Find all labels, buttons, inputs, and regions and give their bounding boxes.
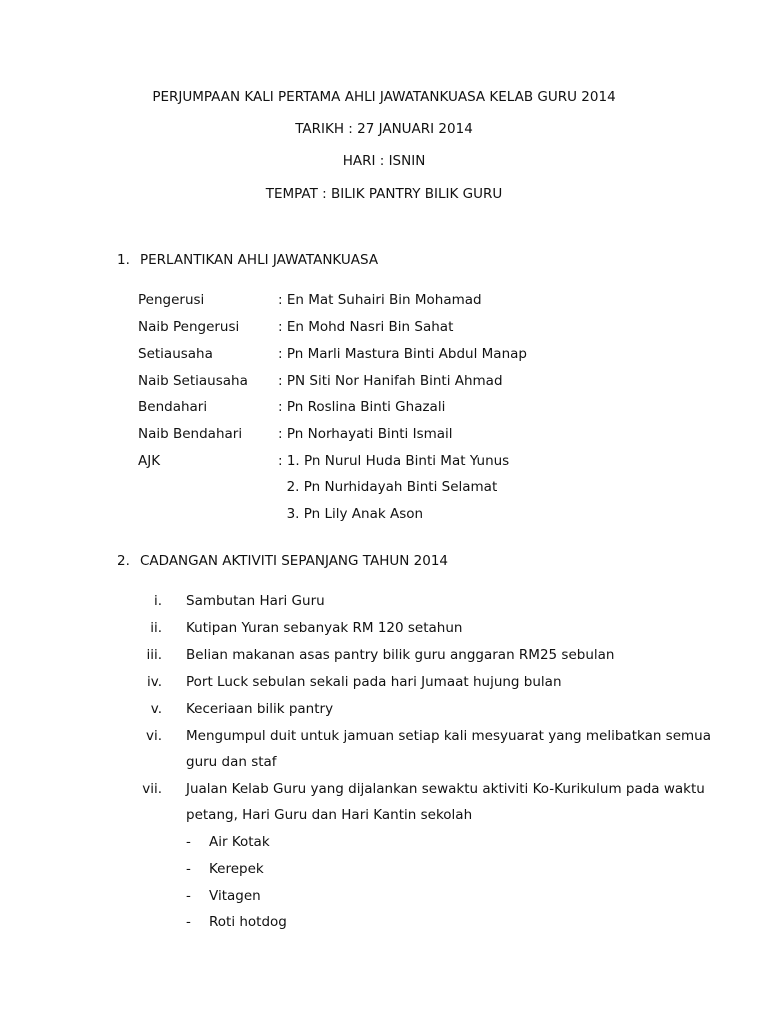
activity-numeral: iv. bbox=[147, 674, 162, 690]
committee-position: Naib Setiausaha bbox=[138, 373, 248, 389]
activity-item bbox=[0, 647, 768, 667]
committee-row bbox=[0, 506, 768, 526]
activity-text: Kutipan Yuran sebanyak RM 120 setahun bbox=[186, 620, 463, 636]
committee-member-name: : 1. Pn Nurul Huda Binti Mat Yunus bbox=[278, 453, 510, 469]
committee-row bbox=[0, 319, 768, 339]
activity-numeral: vi. bbox=[145, 728, 162, 744]
dash-bullet: - bbox=[186, 914, 191, 930]
activity-text: Mengumpul duit untuk jamuan setiap kali mesyuarat yang melibatkan semua bbox=[186, 728, 712, 744]
committee-row bbox=[0, 292, 768, 312]
committee-row bbox=[0, 373, 768, 393]
activity-text: Belian makanan asas pantry bilik guru anggaran RM25 sebulan bbox=[186, 647, 615, 663]
activity-text: guru dan staf bbox=[186, 754, 277, 770]
committee-position: Pengerusi bbox=[138, 292, 205, 308]
committee-member-name: : PN Siti Nor Hanifah Binti Ahmad bbox=[278, 373, 503, 389]
committee-member-name: : Pn Roslina Binti Ghazali bbox=[278, 399, 446, 415]
activity-text: petang, Hari Guru dan Hari Kantin sekolah bbox=[186, 807, 473, 823]
committee-row bbox=[0, 399, 768, 419]
meeting-day: HARI : ISNIN bbox=[342, 153, 426, 169]
committee-member-name: : Pn Marli Mastura Binti Abdul Manap bbox=[278, 346, 527, 362]
sale-item bbox=[0, 888, 768, 908]
sale-item-text: Kerepek bbox=[209, 861, 264, 877]
committee-member-name: 2. Pn Nurhidayah Binti Selamat bbox=[278, 479, 498, 495]
activity-item-continuation bbox=[0, 754, 768, 774]
committee-position: Naib Bendahari bbox=[138, 426, 243, 442]
committee-row bbox=[0, 346, 768, 366]
dash-bullet: - bbox=[186, 861, 191, 877]
activity-numeral: ii. bbox=[150, 620, 162, 636]
meeting-date: TARIKH : 27 JANUARI 2014 bbox=[295, 121, 473, 137]
activity-item-continuation bbox=[0, 807, 768, 827]
committee-position: AJK bbox=[138, 453, 161, 469]
activity-text: Keceriaan bilik pantry bbox=[186, 701, 334, 717]
activity-numeral: iii. bbox=[146, 647, 162, 663]
activity-item bbox=[0, 593, 768, 613]
activity-numeral: v. bbox=[150, 701, 162, 717]
committee-member-name: 3. Pn Lily Anak Ason bbox=[278, 506, 424, 522]
activity-item bbox=[0, 620, 768, 640]
sale-item bbox=[0, 834, 768, 854]
sale-item bbox=[0, 861, 768, 881]
committee-row bbox=[0, 426, 768, 446]
activity-text: Port Luck sebulan sekali pada hari Jumaat hujung bulan bbox=[186, 674, 562, 690]
sale-item-text: Air Kotak bbox=[209, 834, 270, 850]
activity-text: Jualan Kelab Guru yang dijalankan sewaktu aktiviti Ko-Kurikulum pada waktu bbox=[186, 781, 705, 797]
activity-text: Sambutan Hari Guru bbox=[186, 593, 325, 609]
activity-item bbox=[0, 701, 768, 721]
document-title: PERJUMPAAN KALI PERTAMA AHLI JAWATANKUASA KELAB GURU 2014 bbox=[152, 89, 616, 105]
dash-bullet: - bbox=[186, 834, 191, 850]
activity-item bbox=[0, 674, 768, 694]
committee-position: Setiausaha bbox=[138, 346, 213, 362]
section-number: 1. bbox=[117, 252, 130, 268]
section-number: 2. bbox=[117, 553, 130, 569]
committee-member-name: : En Mohd Nasri Bin Sahat bbox=[278, 319, 454, 335]
section-title: CADANGAN AKTIVITI SEPANJANG TAHUN 2014 bbox=[140, 553, 448, 569]
meeting-place: TEMPAT : BILIK PANTRY BILIK GURU bbox=[265, 186, 503, 202]
sale-item-text: Vitagen bbox=[209, 888, 261, 904]
sale-item-text: Roti hotdog bbox=[209, 914, 287, 930]
dash-bullet: - bbox=[186, 888, 191, 904]
activity-item bbox=[0, 781, 768, 801]
committee-position: Naib Pengerusi bbox=[138, 319, 240, 335]
committee-row bbox=[0, 453, 768, 473]
committee-member-name: : En Mat Suhairi Bin Mohamad bbox=[278, 292, 482, 308]
activity-numeral: vii. bbox=[142, 781, 162, 797]
activity-numeral: i. bbox=[153, 593, 162, 609]
section-title: PERLANTIKAN AHLI JAWATANKUASA bbox=[140, 252, 379, 268]
sale-item bbox=[0, 914, 768, 934]
committee-row bbox=[0, 479, 768, 499]
committee-member-name: : Pn Norhayati Binti Ismail bbox=[278, 426, 453, 442]
activity-item bbox=[0, 728, 768, 748]
committee-position: Bendahari bbox=[138, 399, 208, 415]
